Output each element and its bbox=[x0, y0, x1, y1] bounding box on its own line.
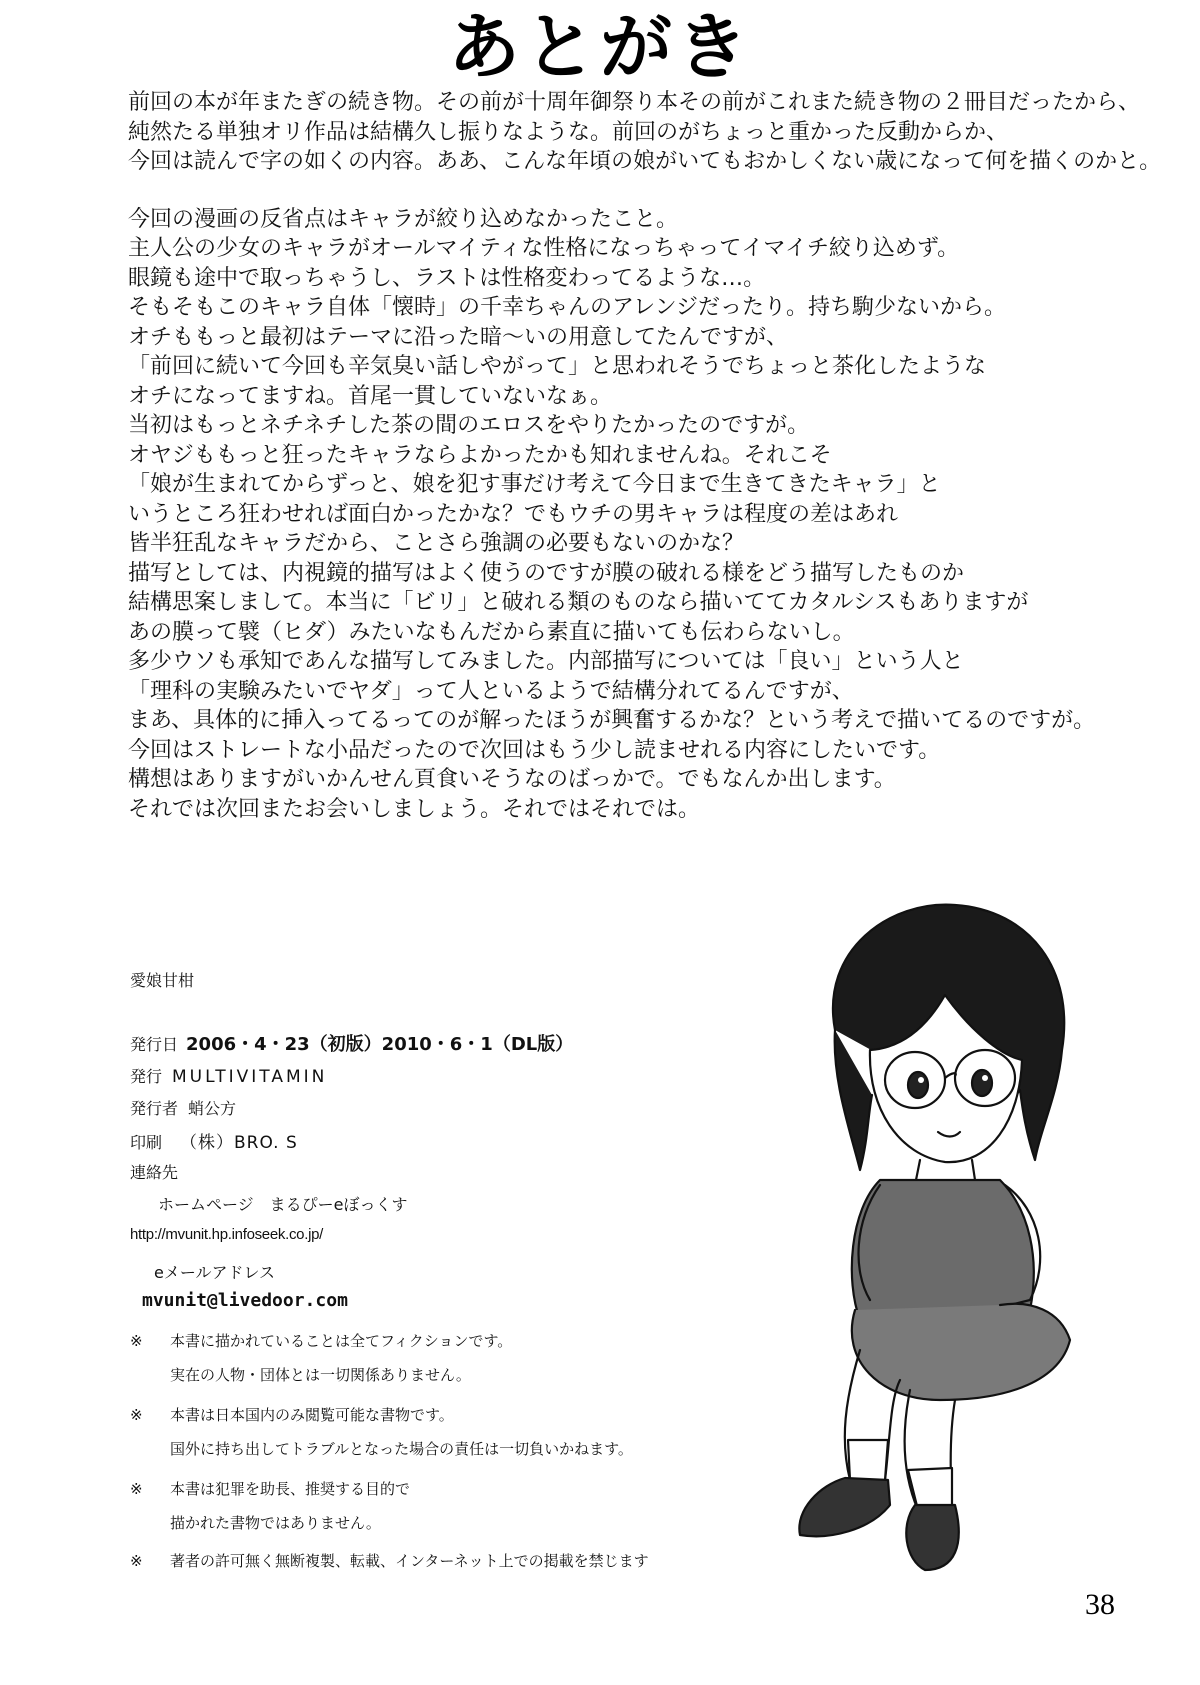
notice-mark: ※ bbox=[130, 1480, 143, 1498]
shoe-right bbox=[906, 1505, 958, 1570]
editor-row bbox=[130, 1096, 236, 1119]
printer-row bbox=[130, 1128, 298, 1153]
notice-3 bbox=[130, 1478, 410, 1499]
publication-date-row bbox=[130, 1030, 573, 1056]
body-line: 今回はストレートな小品だったので次回はもう少し読ませれる内容にしたいです。 bbox=[128, 737, 941, 763]
notice-text: 本書に描かれていることは全てフィクションです。 bbox=[170, 1332, 513, 1350]
notice-text: 国外に持ち出してトラブルとなった場合の責任は一切負いかねます。 bbox=[170, 1440, 633, 1458]
homepage-url: http://mvunit.hp.infoseek.co.jp/ bbox=[130, 1226, 324, 1243]
editor-value: 蛸公方 bbox=[188, 1099, 237, 1118]
shoe-left bbox=[799, 1478, 890, 1536]
body-line: 皆半狂乱なキャラだから、ことさら強調の必要もないのかな？ bbox=[128, 531, 745, 556]
homepage-label: ホームページ まるぴーeぼっくす bbox=[158, 1195, 408, 1214]
body-line: それでは次回またお会いしましょう。それではそれでは。 bbox=[128, 796, 701, 822]
body-line: 今回は読んで字の如くの内容。ああ、こんな年頃の娘がいてもおかしくない歳になって何を描くのかと。 bbox=[128, 149, 1162, 174]
body-line: 多少ウソも承知であんな描写してみました。内部描写については「良い」という人と bbox=[128, 649, 964, 674]
sock-left bbox=[848, 1440, 888, 1480]
eye-right bbox=[972, 1070, 992, 1096]
body-line: 純然たる単独オリ作品は結構久し振りなような。前回のがちょっと重かった反動からか、 bbox=[128, 119, 1009, 145]
body-line: 前回の本が年またぎの続き物。その前が十周年御祭り本その前がこれまた続き物の２冊目だったから、 bbox=[128, 90, 1141, 115]
notice-mark: ※ bbox=[130, 1406, 143, 1424]
notice-text: 実在の人物・団体とは一切関係ありません。 bbox=[170, 1366, 471, 1384]
body-line: オヤジももっと狂ったキャラならよかったかも知れませんね。それこそ bbox=[128, 442, 832, 468]
body-line: オチになってますね。首尾一貫していないなぁ。 bbox=[128, 383, 613, 409]
page-title: あとがき bbox=[447, 5, 752, 89]
body-line: 描写としては、内視鏡的描写はよく使うのですが膜の破れる様をどう描写したものか bbox=[128, 560, 965, 586]
body-line: あの膜って襞（ヒダ）みたいなもんだから素直に描いても伝わらないし。 bbox=[128, 619, 855, 645]
body-line: まあ、具体的に挿入ってるってのが解ったほうが興奮するかな？という考えで描いてるのですが。 bbox=[128, 708, 1096, 733]
editor-label: 発行者 bbox=[130, 1099, 179, 1118]
printer-label: 印刷 bbox=[130, 1133, 163, 1152]
eye-left bbox=[908, 1072, 928, 1098]
afterword-body bbox=[128, 88, 1162, 824]
body-line: 眼鏡も途中で取っちゃうし、ラストは性格変わってるような…。 bbox=[128, 265, 766, 291]
notice-text: 本書は日本国内のみ閲覧可能な書物です。 bbox=[170, 1406, 454, 1424]
notice-mark: ※ bbox=[130, 1332, 143, 1350]
printer-value: （株）BRO. S bbox=[180, 1133, 298, 1153]
body-line: 構想はありますがいかんせん頁食いそうなのばっかで。でもなんか出します。 bbox=[128, 767, 896, 792]
body-line: オチももっと最初はテーマに沿った暗～いの用意してたんですが、 bbox=[128, 324, 789, 350]
body-line: 「前回に続いて今回も辛気臭い話しやがって」と思われそうでちょっと茶化したような bbox=[128, 354, 987, 379]
work-title: 愛娘甘柑 bbox=[130, 971, 195, 990]
body-line: 結構思案しまして。本当に「ビリ」と破れる類のものなら描いててカタルシスもありますが bbox=[128, 590, 1029, 615]
notice-text: 描かれた書物ではありません。 bbox=[170, 1514, 381, 1532]
date-label: 発行日 bbox=[130, 1035, 179, 1054]
body-line: そもそもこのキャラ自体「懐時」の千幸ちゃんのアレンジだったり。持ち駒少ないから。 bbox=[128, 295, 1007, 320]
body-line: いうところ狂わせれば面白かったかな？でもウチの男キャラは程度の差はあれ bbox=[128, 501, 899, 527]
body-line: 「理科の実験みたいでヤダ」って人といるようで結構分れてるんですが、 bbox=[128, 678, 854, 704]
notice-2 bbox=[130, 1404, 454, 1425]
body-line: 当初はもっとネチネチした茶の間のエロスをやりたかったのですが。 bbox=[128, 413, 810, 438]
notice-text: 本書は犯罪を助長、推奨する目的で bbox=[170, 1480, 411, 1498]
notice-4 bbox=[130, 1550, 649, 1571]
body-line: 主人公の少女のキャラがオールマイティな性格になっちゃってイマイチ絞り込めず。 bbox=[128, 236, 960, 261]
contact-label: 連絡先 bbox=[130, 1163, 179, 1182]
page-number: 38 bbox=[1085, 1588, 1115, 1621]
publisher-row bbox=[130, 1064, 327, 1087]
date-value: 2006・4・23（初版）2010・6・1（DL版） bbox=[186, 1034, 574, 1055]
publisher-value: MULTIVITAMIN bbox=[172, 1067, 328, 1087]
notice-1 bbox=[130, 1330, 512, 1351]
publisher-label: 発行 bbox=[130, 1067, 163, 1086]
girl-illustration bbox=[740, 880, 1170, 1580]
paragraph-gap bbox=[128, 177, 1138, 205]
email-label: eメールアドレス bbox=[154, 1263, 276, 1282]
body-line: 「娘が生まれてからずっと、娘を犯す事だけ考えて今日まで生きてきたキャラ」と bbox=[128, 472, 941, 497]
skirt bbox=[852, 1304, 1070, 1400]
notice-text: 著者の許可無く無断複製、転載、インターネット上での掲載を禁じます bbox=[170, 1552, 649, 1570]
body-line: 今回の漫画の反省点はキャラが絞り込めなかったこと。 bbox=[128, 206, 679, 232]
email-address: mvunit@livedoor.com bbox=[142, 1290, 348, 1311]
notice-mark: ※ bbox=[130, 1552, 143, 1570]
